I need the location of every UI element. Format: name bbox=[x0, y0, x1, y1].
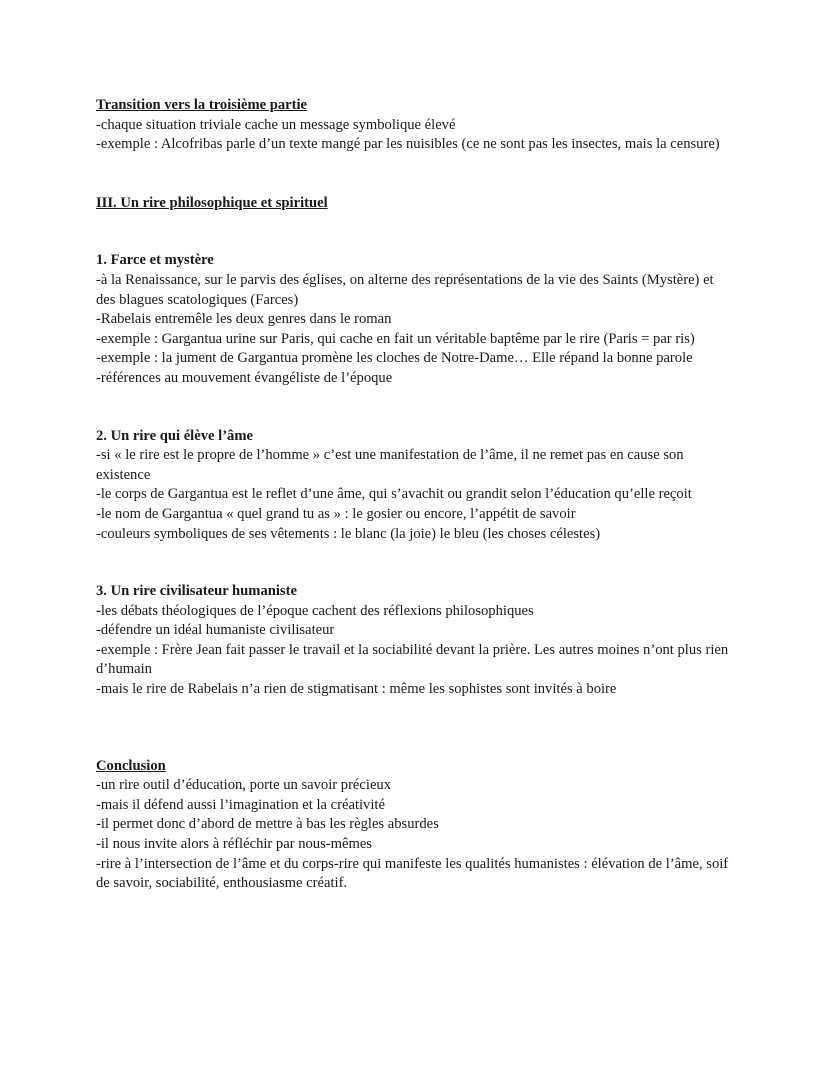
transition-line: -chaque situation triviale cache un message symbolique élevé bbox=[96, 116, 456, 133]
conclusion-block bbox=[96, 757, 736, 894]
section-line: -défendre un idéal humaniste civilisateur bbox=[96, 622, 335, 639]
section-farce-mystere bbox=[96, 251, 736, 388]
section-line: -le nom de Gargantua « quel grand tu as » : le gosier ou encore, l’appétit de savoir bbox=[96, 505, 576, 522]
document-page bbox=[96, 96, 736, 894]
section-line: -références au mouvement évangéliste de l’époque bbox=[96, 369, 393, 386]
conclusion-line: -il permet donc d’abord de mettre à bas les règles absurdes bbox=[96, 816, 439, 833]
conclusion-line: -il nous invite alors à réfléchir par nous-mêmes bbox=[96, 836, 372, 853]
section-line bbox=[96, 602, 736, 622]
section-line: -Rabelais entremêle les deux genres dans le roman bbox=[96, 311, 392, 328]
section-heading: 1. Farce et mystère bbox=[96, 252, 214, 269]
section-heading: 3. Un rire civilisateur humaniste bbox=[96, 583, 297, 600]
section-heading: 2. Un rire qui élève l’âme bbox=[96, 427, 253, 444]
section-line: -exemple : Frère Jean fait passer le travail et la sociabilité devant la prière. Les autres moines n’ont plus rien d’humain bbox=[96, 641, 729, 678]
part-heading-block bbox=[96, 194, 736, 214]
transition-block bbox=[96, 96, 736, 155]
conclusion-line: -mais il défend aussi l’imagination et la créativité bbox=[96, 796, 385, 813]
section-line: -à la Renaissance, sur le parvis des églises, on alterne des représentations de la vie des Saints (Mystère) et des blagues scatologiques (Farces) bbox=[96, 271, 714, 308]
section-rire-civilisateur bbox=[96, 582, 736, 700]
section-line: -si « le rire est le propre de l’homme » c’est une manifestation de l’âme, il ne remet pas en cause son existence bbox=[96, 447, 684, 483]
section-line: -le corps de Gargantua est le reflet d’une âme, qui s’avachit ou grandit selon l’éducation qu’elle reçoit bbox=[96, 486, 692, 503]
conclusion-line: -un rire outil d’éducation, porte un savoir précieux bbox=[96, 777, 392, 794]
section-rire-eleve-ame bbox=[96, 427, 736, 545]
transition-heading: Transition vers la troisième partie bbox=[96, 97, 308, 113]
section-line: -mais le rire de Rabelais n’a rien de stigmatisant : même les sophistes sont invités à boire bbox=[96, 681, 617, 698]
part-three-heading: III. Un rire philosophique et spirituel bbox=[96, 194, 328, 211]
conclusion-line: -rire à l’intersection de l’âme et du corps-rire qui manifeste les qualités humanistes : élévation de l’âme, soif de savoir, sociabilité, enthousiasme créatif. bbox=[96, 855, 729, 892]
section-line: -exemple : Gargantua urine sur Paris, qui cache en fait un véritable baptême par le rire (Paris = par ris) bbox=[96, 330, 695, 347]
section-line: -exemple : la jument de Gargantua promène les cloches de Notre-Dame… Elle répand la bonne parole bbox=[96, 350, 693, 367]
transition-line: -exemple : Alcofribas parle d’un texte mangé par les nuisibles (ce ne sont pas les insectes, mais la censure) bbox=[96, 136, 720, 153]
section-line: -couleurs symboliques de ses vêtements : le blanc (la joie) le bleu (les choses célestes) bbox=[96, 525, 601, 542]
section-line-text: les débats théologiques de l’époque cachent des réflexions philosophiques bbox=[100, 602, 534, 619]
bold-dash: - bbox=[96, 602, 101, 619]
conclusion-heading: Conclusion bbox=[96, 757, 166, 774]
